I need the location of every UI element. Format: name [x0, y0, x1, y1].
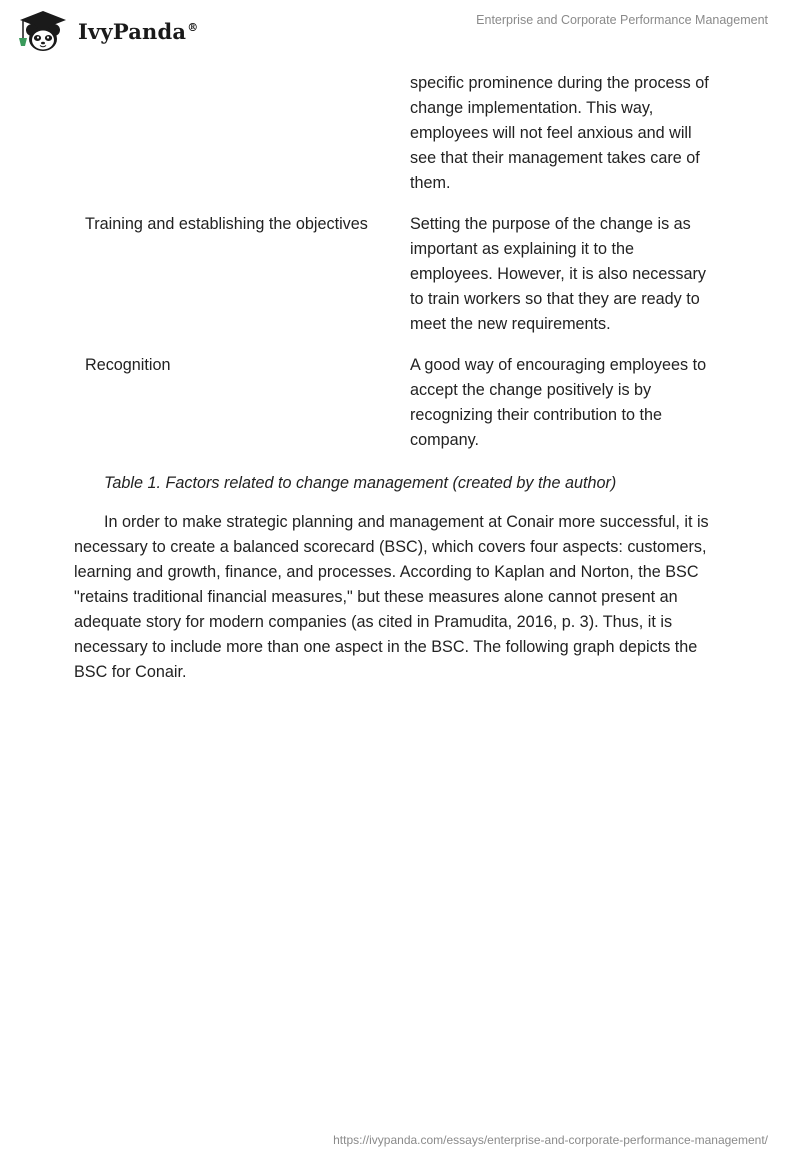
footer-url-link[interactable]: https://ivypanda.com/essays/enterprise-and-corporate-performance-management/	[333, 1133, 768, 1147]
table-cell-description: Setting the purpose of the change is as important as explaining it to the employees. However, it is also necessary to train workers so that they are ready to meet the new requirements.	[410, 215, 706, 333]
table-row	[85, 212, 725, 337]
table-cell-factor	[85, 71, 410, 196]
change-factors-table	[85, 71, 725, 469]
brand-name: IvyPanda®	[78, 18, 199, 44]
body-paragraph: In order to make strategic planning and management at Conair more successful, it is necessary to create a balanced scorecard (BSC), which covers four aspects: customers, learning and growth, finance, and processes. According to Kaplan and Norton, the BSC "retains traditional financial measures," but these measures alone cannot present an adequate story for modern companies (as cited in Pramudita, 2016, p. 3). Thus, it is necessary to include more than one aspect in the BSC. The following graph depicts the BSC for Conair.	[74, 513, 709, 681]
table-cell-description: A good way of encouraging employees to accept the change positively is by recognizing their contribution to the company.	[410, 356, 707, 449]
brand-logo[interactable]	[14, 8, 198, 54]
table-row	[85, 71, 725, 196]
table-caption: Table 1. Factors related to change management (created by the author)	[104, 474, 617, 492]
table-row	[85, 353, 725, 453]
registered-mark: ®	[187, 20, 199, 34]
table-cell-factor: Training and establishing the objectives	[85, 215, 368, 233]
table-cell-factor: Recognition	[85, 356, 171, 374]
table-cell-description: specific prominence during the process of change implementation. This way, employees will not feel anxious and will see that their management takes care of them.	[410, 74, 709, 192]
page-header-title: Enterprise and Corporate Performance Management	[476, 13, 768, 27]
panda-logo-icon	[14, 8, 72, 54]
